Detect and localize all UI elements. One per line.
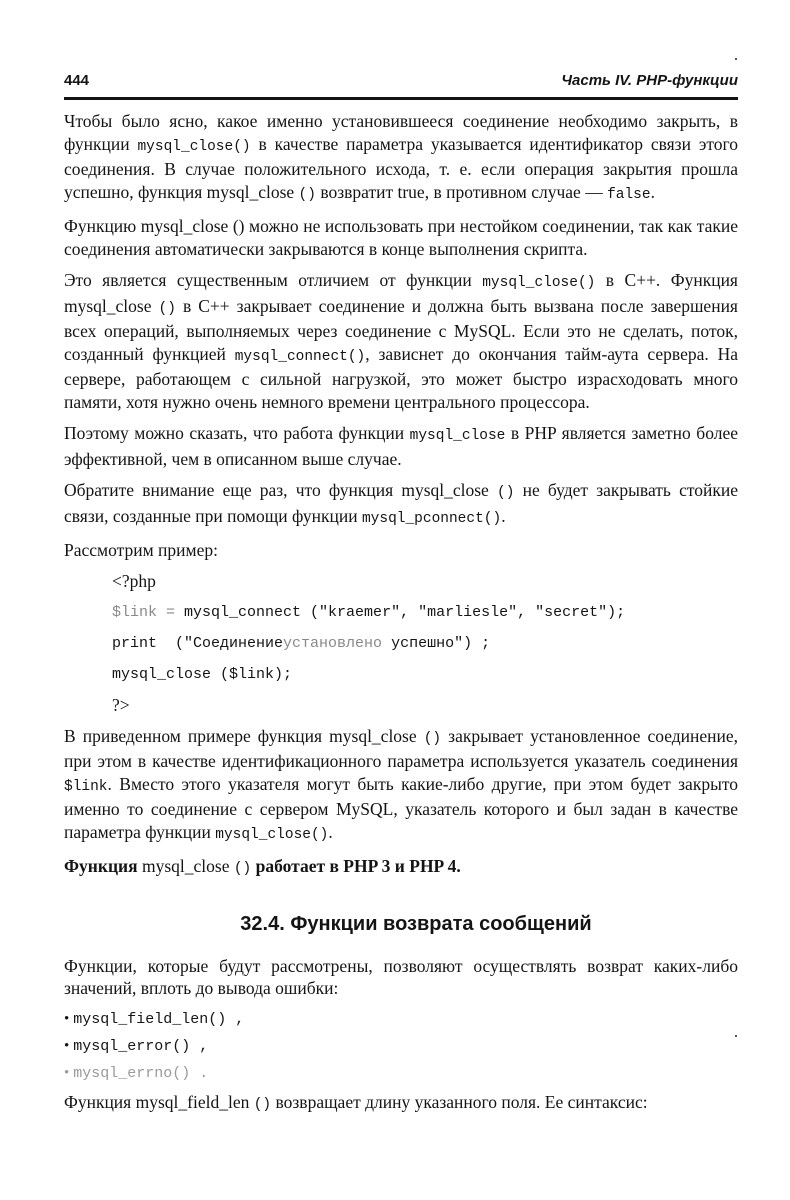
code-call: print ("Соединение	[112, 634, 284, 652]
inline-code: ()	[233, 861, 252, 877]
text: . Вместо этого указателя могут быть какие-либо другие, при этом будет закрыто именно то соединение с сервером MySQL, указатель которого и был задан в качестве параметра функции	[64, 773, 738, 842]
section-heading: 32.4. Функции возврата сообщений	[240, 912, 592, 935]
inline-code: mysql_pconnect()	[361, 510, 502, 527]
text: .	[328, 821, 333, 842]
paragraph	[64, 855, 738, 881]
code-call: mysql_connect ("kraemer", "marliesle", "secret");	[184, 603, 626, 621]
paragraph	[64, 1091, 738, 1117]
function-list	[64, 1006, 738, 1087]
paragraph	[64, 110, 738, 206]
inline-code: ()	[298, 186, 316, 203]
text: mysql_errno() .	[73, 1064, 209, 1082]
paragraph: Рассмотрим пример:	[64, 540, 218, 560]
code-listing	[112, 566, 738, 721]
text: mysql_close	[137, 856, 234, 876]
text: в C++. Функция mysql_close	[64, 270, 738, 316]
running-title: Часть IV. PHP-функции	[561, 72, 738, 89]
paragraph: Функцию mysql_close () можно не использовать при нестойком соединении, так как такие соединения автоматически закрываются в конце выполнения скрипта.	[64, 216, 738, 259]
inline-code: mysql_close()	[215, 826, 329, 843]
code-line	[112, 597, 738, 628]
text: В приведенном примере функция mysql_close	[64, 725, 424, 746]
inline-code: ()	[253, 1096, 272, 1113]
text: в качестве параметра указывается идентификатор связи этого соединения. В случае положительного исхода, т. е. если операция закрытия прошла успешно, функция mysql_close	[64, 133, 738, 202]
text: Чтобы было ясно, какое именно установившееся соединение необходимо закрыть, в функции	[64, 111, 738, 154]
code-line	[112, 628, 738, 659]
text: , зависнет до окончания тайм-аута сервера. На сервере, работающем с сильной нагрузкой, это может быстро израсходовать много памяти, хотя нужно очень немного времени центрального процессора.	[64, 343, 738, 412]
paragraph	[64, 725, 738, 847]
inline-code: false	[607, 186, 651, 203]
inline-code: mysql_close()	[137, 138, 251, 155]
paragraph: Функции, которые будут рассмотрены, позволяют осуществлять возврат каких-либо значений, вплоть до вывода ошибки:	[64, 955, 738, 998]
text: Обратите внимание еще раз, что функция mysql_close	[64, 480, 497, 500]
code-var: $link	[112, 603, 158, 621]
code-line: <?php	[112, 570, 156, 591]
text: в C++ закрывает соединение и должна быть вызвана после завершения всех операций, выполняемых через соединение с MySQL. Если это не сделать, поток, созданный функцией	[64, 295, 738, 364]
list-item: • mysql_error() ,	[64, 1037, 209, 1055]
inline-code: $link	[64, 778, 108, 795]
inline-code: ()	[423, 730, 442, 747]
list-item: • mysql_errno() .	[64, 1064, 209, 1082]
inline-code: mysql_close	[409, 428, 506, 444]
text: закрывает установленное соединение, при этом в качестве идентификационного параметра используется указатель соединения	[64, 725, 739, 771]
text: возвратит true, в противном случае —	[315, 181, 608, 202]
text: .	[501, 505, 506, 526]
text: mysql_error() ,	[73, 1037, 209, 1055]
paragraph	[64, 269, 738, 413]
page-body	[64, 110, 738, 1125]
header-rule	[64, 97, 738, 100]
text: mysql_field_len() ,	[73, 1010, 245, 1028]
inline-code: mysql_close()	[482, 275, 596, 291]
text: возвращает длину указанного поля. Ее синтаксис:	[271, 1091, 648, 1112]
text: .	[650, 181, 655, 202]
code-line: mysql_close ($link);	[112, 665, 293, 683]
text: Функция	[64, 856, 138, 876]
scan-speck	[735, 58, 737, 60]
list-item: • mysql_field_len() ,	[64, 1010, 245, 1028]
text: работает в PHP 3 и PHP 4.	[251, 856, 461, 876]
inline-code: ()	[497, 485, 515, 501]
code-line: ?>	[112, 694, 130, 715]
text: Это является существенным отличием от функции	[64, 270, 483, 290]
text: Поэтому можно сказать, что работа функции	[64, 423, 410, 443]
inline-code: mysql_connect()	[234, 348, 366, 365]
inline-code: ()	[158, 300, 176, 317]
page-header	[64, 68, 738, 94]
code-string: установлено	[283, 634, 383, 652]
code-string: успешно") ;	[382, 634, 491, 652]
text: Функция mysql_field_len	[64, 1091, 254, 1112]
paragraph	[64, 479, 738, 530]
text: в PHP является заметно более эффективной, чем в описанном выше случае.	[64, 423, 738, 469]
paragraph	[64, 422, 738, 470]
text: не будет закрывать стойкие связи, созданные при помощи функции	[64, 480, 739, 526]
code-op: =	[157, 603, 185, 621]
page-number: 444	[64, 72, 90, 89]
